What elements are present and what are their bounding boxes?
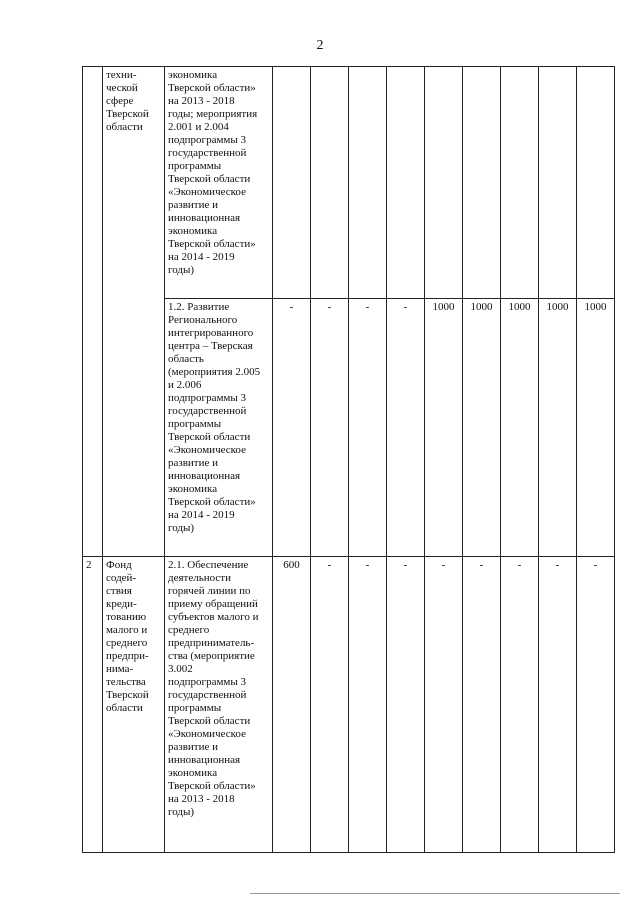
page-number: 2 (316, 38, 324, 53)
value-cell: - (387, 557, 425, 853)
row-number-cell: 2 (83, 557, 103, 853)
table-row (83, 299, 615, 557)
organization-cell: Фонд содей- ствия креди- тованию малого и среднего предпри- нима- тельства Тверской области (103, 557, 165, 853)
value-cell: 1000 (425, 299, 463, 557)
value-cell: - (273, 299, 311, 557)
value-cell (387, 67, 425, 299)
table-row (83, 67, 615, 299)
value-cell: - (539, 557, 577, 853)
value-cell: - (349, 299, 387, 557)
value-cell: - (425, 557, 463, 853)
value-cell (463, 67, 501, 299)
value-cell: 1000 (577, 299, 615, 557)
value-cell: - (577, 557, 615, 853)
value-cell: 1000 (501, 299, 539, 557)
value-cell: 1000 (463, 299, 501, 557)
value-cell: 600 (273, 557, 311, 853)
value-cell: - (501, 557, 539, 853)
value-cell (311, 67, 349, 299)
value-cell: - (387, 299, 425, 557)
row-number-cell (83, 67, 103, 299)
funding-table (82, 66, 615, 853)
organization-cell: техни- ческой сфере Тверской области (103, 67, 165, 299)
organization-cell (103, 299, 165, 557)
value-cell (501, 67, 539, 299)
activity-cell: 2.1. Обеспечение деятельности горячей линии по приему обращений субъектов малого и среднего предприниматель- ства (мероприятие 3.002 подпрограммы 3 государственной программы Тверской области «Экономическое развитие и инновационная экономика Тверской области» на 2013 - 2018 годы) (165, 557, 273, 853)
value-cell (349, 67, 387, 299)
table-row (83, 557, 615, 853)
value-cell: 1000 (539, 299, 577, 557)
value-cell (425, 67, 463, 299)
activity-cell: экономика Тверской области» на 2013 - 2018 годы; мероприятия 2.001 и 2.004 подпрограммы 3 государственной программы Тверской области «Экономическое развитие и инновационная экономика Тверской области» на 2014 - 2019 годы) (165, 67, 273, 299)
value-cell (539, 67, 577, 299)
activity-cell: 1.2. Развитие Регионального интегрированного центра – Тверская область (мероприятия 2.005 и 2.006 подпрограммы 3 государственной программы Тверской области «Экономическое развитие и инновационная экономика Тверской области» на 2014 - 2019 годы) (165, 299, 273, 557)
value-cell: - (463, 557, 501, 853)
value-cell (577, 67, 615, 299)
value-cell: - (349, 557, 387, 853)
page-bottom-rule (250, 893, 620, 894)
value-cell (273, 67, 311, 299)
value-cell: - (311, 557, 349, 853)
row-number-cell (83, 299, 103, 557)
value-cell: - (311, 299, 349, 557)
